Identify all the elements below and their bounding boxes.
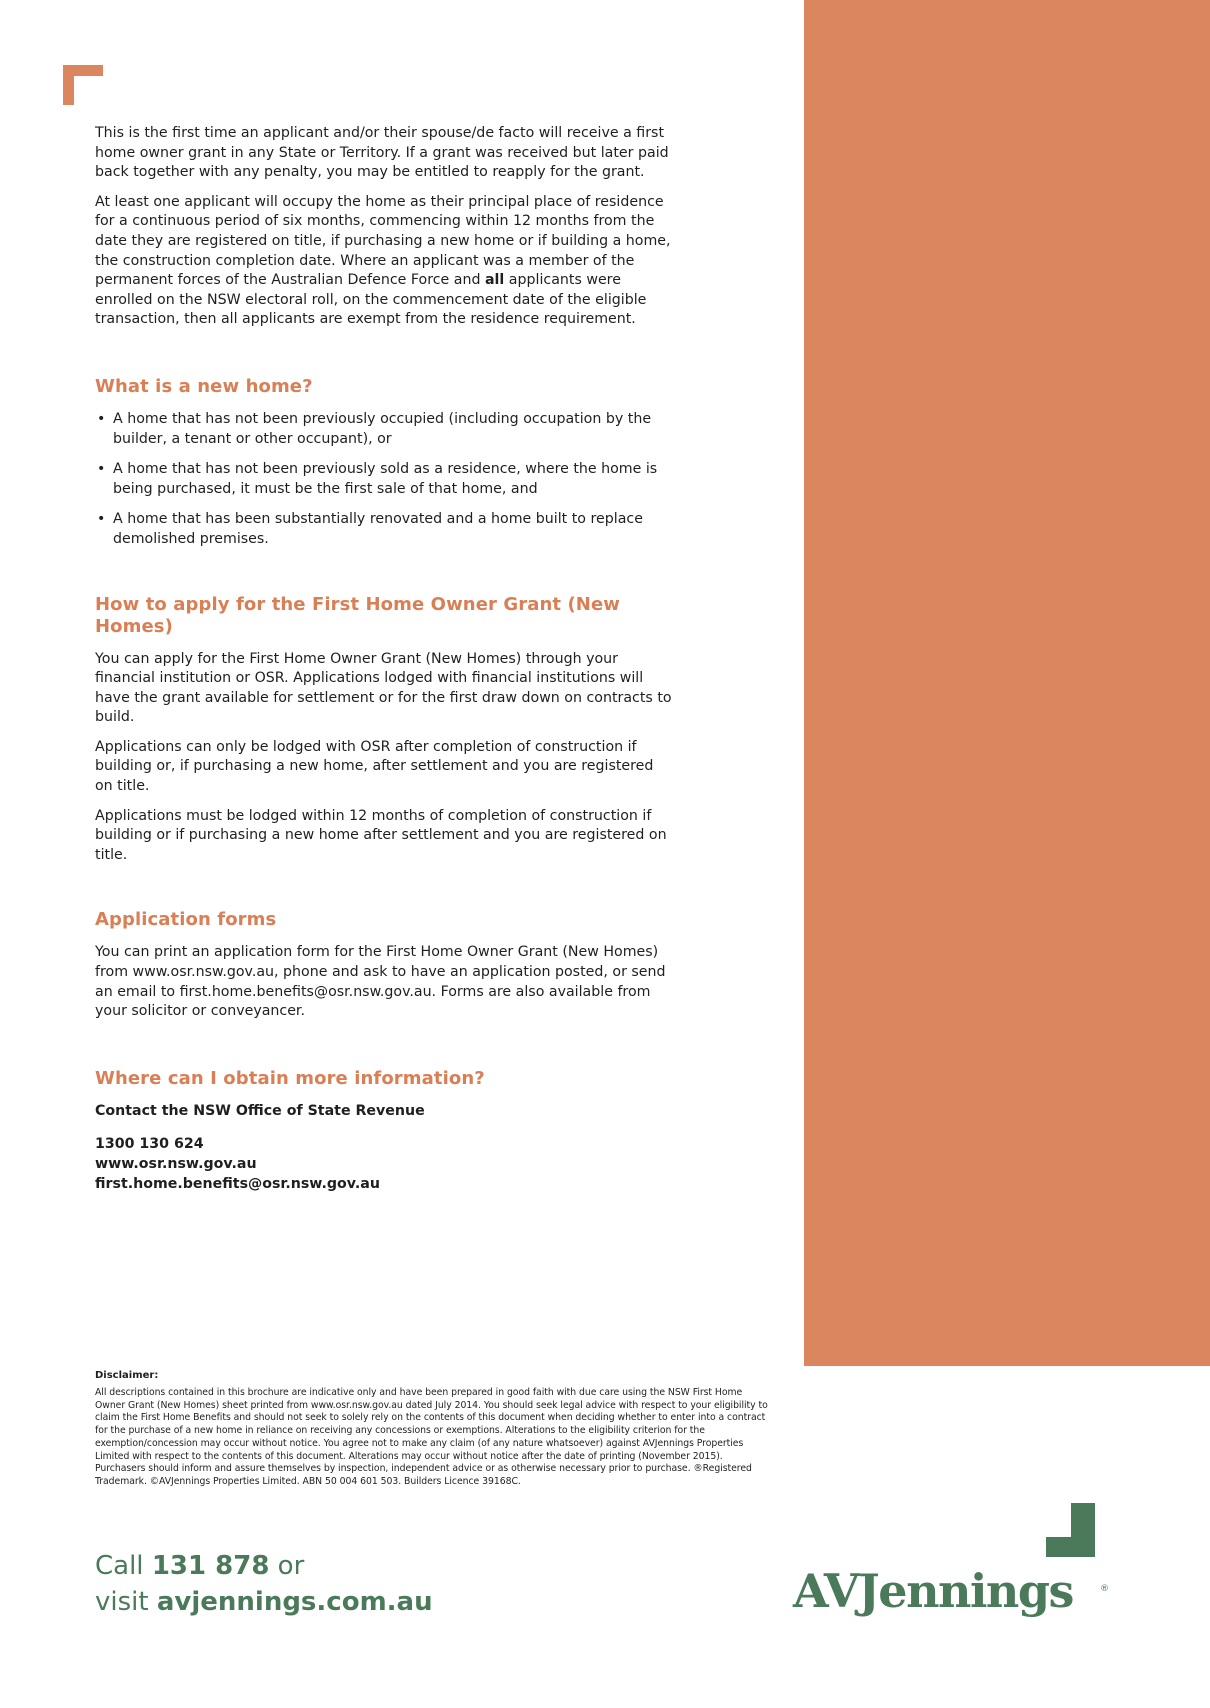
bullet-icon: •	[97, 511, 106, 528]
bullet-icon: •	[97, 461, 106, 478]
disclaimer-title: Disclaimer:	[95, 1370, 159, 1381]
more-info-section	[95, 1068, 675, 1194]
contact-email-link[interactable]: first.home.benefits@osr.nsw.gov.au	[95, 1175, 380, 1192]
application-forms-heading: Application forms	[95, 909, 277, 931]
footer-phone[interactable]: 131 878	[151, 1551, 270, 1581]
logo-wordmark: AVJennings	[793, 1564, 1073, 1618]
emphasis-all: all	[484, 272, 505, 289]
call-to-action	[95, 1548, 433, 1620]
application-forms-section	[95, 909, 675, 1021]
call-line: Call 131 878 or	[95, 1551, 305, 1581]
how-to-apply-section	[95, 594, 675, 866]
intro-paragraph-2: At least one applicant will occupy the home as their principal place of residence for a continuous period of six months, commencing within 12 months from the date they are registered on title, if purchasing a new home or if building a home, the construction completion date. Where an applicant was a member of the permanent forces of the Australian Defence Force and all applicants were enrolled on the NSW electoral roll, on the commencement date of the eligible transaction, then all applicants are exempt from the residence requirement.	[95, 193, 671, 328]
contact-phone: 1300 130 624	[95, 1136, 204, 1153]
contact-details	[95, 1135, 675, 1194]
disclaimer-text: All descriptions contained in this brochure are indicative only and have been prepared in good faith with due care using the NSW First Home Owner Grant (New Homes) sheet printed from www.osr.nsw.gov.au dated July 2014. You should seek legal advice with respect to your eligibility to claim the First Home Benefits and should not seek to solely rely on the contents of this document when deciding whether to enter into a contract for the purchase of a new home in reliance on receiving any concessions or exemptions. Alterations to the eligibility criterion for the exemption/concession may occur without notice. You agree not to make any claim (of any nature whatsoever) against AVJennings Properties Limited with respect to the contents of this document. Alterations may occur without notice after the date of printing (November 2015). Purchasers should inform and assure themselves by inspection, independent advice or as otherwise necessary prior to purchase. ®Registered Trademark. ©AVJennings Properties Limited. ABN 50 004 601 503. Builders Licence 39168C.	[95, 1387, 768, 1487]
disclaimer	[95, 1370, 770, 1489]
main-content	[95, 124, 675, 1194]
intro-paragraph-1: This is the first time an applicant and/or their spouse/de facto will receive a first home owner grant in any State or Territory. If a grant was received but later paid back together with any penalty, you may be entitled to reapply for the grant.	[95, 125, 669, 181]
avjennings-logo	[793, 1500, 1113, 1630]
bullet-icon: •	[97, 410, 106, 427]
new-home-list	[95, 410, 675, 550]
new-home-section	[95, 376, 675, 550]
new-home-heading: What is a new home?	[95, 375, 313, 397]
footer-website-link[interactable]: avjennings.com.au	[156, 1587, 433, 1617]
list-item: • A home that has been substantially renovated and a home built to replace demolished premises.	[97, 511, 643, 547]
visit-line: visit avjennings.com.au	[95, 1587, 433, 1617]
how-to-apply-paragraph: Applications must be lodged within 12 months of completion of construction if building or if purchasing a new home after settlement and you are registered on title.	[95, 807, 667, 863]
application-forms-text: You can print an application form for the First Home Owner Grant (New Homes) from www.osr.nsw.gov.au, phone and ask to have an application posted, or send an email to first.home.benefits@osr.nsw.gov.au. Forms are also available from your solicitor or conveyancer.	[95, 944, 666, 1020]
list-item: • A home that has not been previously sold as a residence, where the home is being purchased, it must be the first sale of that home, and	[97, 461, 658, 497]
orange-side-panel	[804, 0, 1210, 1366]
list-item: • A home that has not been previously occupied (including occupation by the builder, a tenant or other occupant), or	[97, 410, 652, 447]
contact-title: Contact the NSW Office of State Revenue	[95, 1102, 425, 1119]
how-to-apply-paragraph: Applications can only be lodged with OSR after completion of construction if building or, if purchasing a new home, after settlement and you are registered on title.	[95, 738, 654, 795]
corner-bracket-icon	[63, 65, 103, 105]
contact-website-link[interactable]: www.osr.nsw.gov.au	[95, 1156, 257, 1172]
how-to-apply-paragraph: You can apply for the First Home Owner Grant (New Homes) through your financial institution or OSR. Applications lodged with financial institutions will have the grant available for settlement or for the first draw down on contracts to build.	[95, 650, 672, 726]
how-to-apply-heading: How to apply for the First Home Owner Grant (New Homes)	[95, 593, 620, 637]
registered-mark: ®	[1100, 1584, 1109, 1594]
more-info-heading: Where can I obtain more information?	[95, 1067, 485, 1089]
